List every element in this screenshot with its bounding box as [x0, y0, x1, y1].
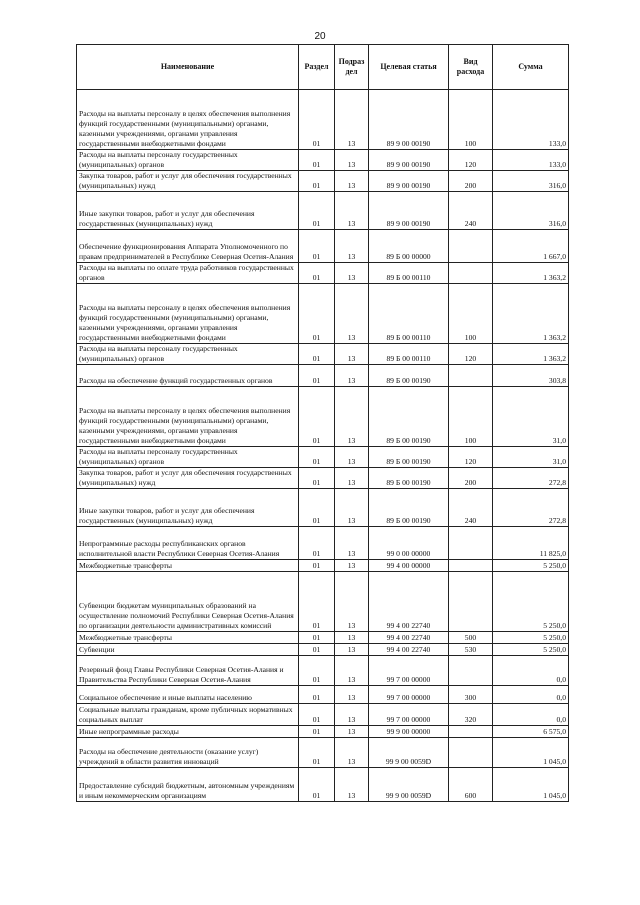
- cell-expense-type: 120: [449, 150, 493, 171]
- cell-subsection: 13: [335, 284, 369, 344]
- cell-subsection: 13: [335, 527, 369, 560]
- cell-name: Субвенции: [77, 644, 299, 656]
- cell-sum: 316,0: [493, 192, 569, 230]
- cell-name: Расходы на выплаты персоналу государственных (муниципальных) органов: [77, 150, 299, 171]
- cell-subsection: 13: [335, 171, 369, 192]
- cell-section: 01: [299, 192, 335, 230]
- cell-subsection: 13: [335, 192, 369, 230]
- cell-subsection: 13: [335, 560, 369, 572]
- cell-sum: 133,0: [493, 150, 569, 171]
- page-number: 20: [314, 31, 326, 42]
- cell-name: Расходы на выплаты персоналу в целях обеспечения выполнения функций государственными (муниципальными) органами, казенными учреждениями, органами управления государственными внебюджетными фондами: [77, 387, 299, 447]
- cell-name: Расходы на обеспечение функций государственных органов: [77, 365, 299, 387]
- cell-sum: 133,0: [493, 90, 569, 150]
- cell-subsection: 13: [335, 489, 369, 527]
- cell-section: 01: [299, 656, 335, 686]
- cell-section: 01: [299, 150, 335, 171]
- cell-target: 99 7 00 00000: [369, 656, 449, 686]
- cell-section: 01: [299, 704, 335, 726]
- cell-name: Расходы на обеспечение деятельности (оказание услуг) учреждений в области развития инноваций: [77, 738, 299, 768]
- cell-expense-type: 300: [449, 686, 493, 704]
- cell-section: 01: [299, 365, 335, 387]
- table-row: [77, 387, 569, 447]
- cell-sum: 303,8: [493, 365, 569, 387]
- cell-sum: 5 250,0: [493, 644, 569, 656]
- cell-section: 01: [299, 171, 335, 192]
- cell-section: 01: [299, 263, 335, 284]
- table-row: [77, 468, 569, 489]
- cell-subsection: 13: [335, 656, 369, 686]
- cell-expense-type: [449, 560, 493, 572]
- cell-expense-type: 120: [449, 344, 493, 365]
- cell-name: Предоставление субсидий бюджетным, автономным учреждениям и иным некоммерческим организациям: [77, 768, 299, 802]
- table-row: [77, 656, 569, 686]
- cell-expense-type: 240: [449, 489, 493, 527]
- cell-section: 01: [299, 572, 335, 632]
- header-target: Целевая статья: [369, 45, 449, 90]
- cell-sum: 31,0: [493, 447, 569, 468]
- cell-sum: 1 045,0: [493, 738, 569, 768]
- table-row: [77, 726, 569, 738]
- cell-subsection: 13: [335, 726, 369, 738]
- cell-sum: 272,8: [493, 468, 569, 489]
- cell-sum: 1 363,2: [493, 344, 569, 365]
- cell-target: 89 Б 00 00190: [369, 365, 449, 387]
- cell-expense-type: 100: [449, 387, 493, 447]
- cell-expense-type: [449, 365, 493, 387]
- cell-expense-type: [449, 656, 493, 686]
- cell-target: 89 Б 00 00110: [369, 284, 449, 344]
- cell-name: Иные закупки товаров, работ и услуг для обеспечения государственных (муниципальных) нужд: [77, 489, 299, 527]
- cell-expense-type: 120: [449, 447, 493, 468]
- cell-target: 89 Б 00 00190: [369, 447, 449, 468]
- cell-section: 01: [299, 527, 335, 560]
- cell-section: 01: [299, 738, 335, 768]
- cell-target: 99 4 00 00000: [369, 560, 449, 572]
- cell-target: 89 Б 00 00190: [369, 468, 449, 489]
- cell-target: 99 4 00 22740: [369, 644, 449, 656]
- cell-subsection: 13: [335, 387, 369, 447]
- cell-name: Расходы на выплаты персоналу в целях обеспечения выполнения функций государственными (муниципальными) органами, казенными учреждениями, органами управления государственными внебюджетными фондами: [77, 284, 299, 344]
- cell-sum: 5 250,0: [493, 560, 569, 572]
- cell-sum: 272,8: [493, 489, 569, 527]
- cell-name: Межбюджетные трансферты: [77, 632, 299, 644]
- cell-name: Расходы на выплаты персоналу в целях обеспечения выполнения функций государственными (муниципальными) органами, казенными учреждениями, органами управления государственными внебюджетными фондами: [77, 90, 299, 150]
- cell-section: 01: [299, 560, 335, 572]
- cell-expense-type: 100: [449, 284, 493, 344]
- cell-subsection: 13: [335, 632, 369, 644]
- table-row: [77, 192, 569, 230]
- cell-target: 99 7 00 00000: [369, 704, 449, 726]
- table-row: [77, 150, 569, 171]
- cell-name: Иные закупки товаров, работ и услуг для обеспечения государственных (муниципальных) нужд: [77, 192, 299, 230]
- table-row: [77, 527, 569, 560]
- cell-name: Социальные выплаты гражданам, кроме публичных нормативных социальных выплат: [77, 704, 299, 726]
- cell-target: 89 9 00 00190: [369, 150, 449, 171]
- cell-section: 01: [299, 632, 335, 644]
- table-row: [77, 230, 569, 263]
- header-name: Наименование: [77, 45, 299, 90]
- cell-target: 89 Б 00 00190: [369, 387, 449, 447]
- cell-subsection: 13: [335, 365, 369, 387]
- cell-subsection: 13: [335, 768, 369, 802]
- cell-subsection: 13: [335, 230, 369, 263]
- cell-subsection: 13: [335, 644, 369, 656]
- cell-expense-type: [449, 263, 493, 284]
- cell-name: Резервный фонд Главы Республики Северная Осетия-Алания и Правительства Республики Северная Осетия-Алания: [77, 656, 299, 686]
- cell-target: 99 7 00 00000: [369, 686, 449, 704]
- cell-subsection: 13: [335, 468, 369, 489]
- table-row: [77, 344, 569, 365]
- cell-sum: 11 825,0: [493, 527, 569, 560]
- header-sum: Сумма: [493, 45, 569, 90]
- table-body: [77, 90, 569, 802]
- cell-expense-type: [449, 230, 493, 263]
- cell-expense-type: 530: [449, 644, 493, 656]
- table-row: [77, 704, 569, 726]
- cell-name: Обеспечение функционирования Аппарата Уполномоченного по правам предпринимателей в Республике Северная Осетия-Алания: [77, 230, 299, 263]
- table-row: [77, 90, 569, 150]
- cell-sum: 0,0: [493, 686, 569, 704]
- cell-section: 01: [299, 686, 335, 704]
- cell-section: 01: [299, 768, 335, 802]
- cell-name: Расходы на выплаты персоналу государственных (муниципальных) органов: [77, 344, 299, 365]
- cell-name: Социальное обеспечение и иные выплаты населению: [77, 686, 299, 704]
- table-row: [77, 560, 569, 572]
- cell-target: 89 Б 00 00000: [369, 230, 449, 263]
- cell-expense-type: [449, 726, 493, 738]
- cell-sum: 0,0: [493, 704, 569, 726]
- cell-target: 89 Б 00 00110: [369, 344, 449, 365]
- cell-section: 01: [299, 230, 335, 263]
- table-row: [77, 489, 569, 527]
- header-section: Раздел: [299, 45, 335, 90]
- table-header-row: [77, 45, 569, 90]
- cell-name: Закупка товаров, работ и услуг для обеспечения государственных (муниципальных) нужд: [77, 171, 299, 192]
- cell-target: 89 9 00 00190: [369, 90, 449, 150]
- cell-expense-type: 320: [449, 704, 493, 726]
- cell-expense-type: 200: [449, 468, 493, 489]
- cell-name: Расходы на выплаты по оплате труда работников государственных органов: [77, 263, 299, 284]
- cell-sum: 5 250,0: [493, 632, 569, 644]
- table-row: [77, 263, 569, 284]
- cell-sum: 0,0: [493, 656, 569, 686]
- cell-sum: 5 250,0: [493, 572, 569, 632]
- cell-subsection: 13: [335, 447, 369, 468]
- cell-sum: 1 363,2: [493, 263, 569, 284]
- cell-name: Расходы на выплаты персоналу государственных (муниципальных) органов: [77, 447, 299, 468]
- cell-expense-type: 200: [449, 171, 493, 192]
- cell-subsection: 13: [335, 150, 369, 171]
- cell-sum: 31,0: [493, 387, 569, 447]
- cell-section: 01: [299, 468, 335, 489]
- cell-subsection: 13: [335, 572, 369, 632]
- cell-sum: 6 575,0: [493, 726, 569, 738]
- cell-target: 99 9 00 0059D: [369, 768, 449, 802]
- cell-subsection: 13: [335, 738, 369, 768]
- cell-subsection: 13: [335, 344, 369, 365]
- table-row: [77, 171, 569, 192]
- cell-section: 01: [299, 726, 335, 738]
- cell-target: 99 9 00 0059D: [369, 738, 449, 768]
- cell-subsection: 13: [335, 90, 369, 150]
- cell-target: 99 9 00 00000: [369, 726, 449, 738]
- cell-section: 01: [299, 344, 335, 365]
- cell-target: 89 9 00 00190: [369, 171, 449, 192]
- cell-section: 01: [299, 489, 335, 527]
- cell-sum: 316,0: [493, 171, 569, 192]
- table-row: [77, 572, 569, 632]
- header-subsection: Подраз дел: [335, 45, 369, 90]
- cell-target: 99 4 00 22740: [369, 632, 449, 644]
- cell-subsection: 13: [335, 686, 369, 704]
- cell-target: 99 4 00 22740: [369, 572, 449, 632]
- cell-sum: 1 045,0: [493, 768, 569, 802]
- cell-sum: 1 363,2: [493, 284, 569, 344]
- table-row: [77, 632, 569, 644]
- table-row: [77, 686, 569, 704]
- cell-expense-type: 600: [449, 768, 493, 802]
- table-row: [77, 738, 569, 768]
- cell-name: Закупка товаров, работ и услуг для обеспечения государственных (муниципальных) нужд: [77, 468, 299, 489]
- budget-table: [76, 44, 569, 802]
- cell-subsection: 13: [335, 263, 369, 284]
- cell-name: Иные непрограммные расходы: [77, 726, 299, 738]
- cell-target: 89 Б 00 00110: [369, 263, 449, 284]
- table-row: [77, 365, 569, 387]
- cell-section: 01: [299, 284, 335, 344]
- table-row: [77, 447, 569, 468]
- cell-expense-type: 500: [449, 632, 493, 644]
- cell-target: 89 9 00 00190: [369, 192, 449, 230]
- cell-sum: 1 667,0: [493, 230, 569, 263]
- cell-section: 01: [299, 644, 335, 656]
- cell-target: 99 0 00 00000: [369, 527, 449, 560]
- table-row: [77, 644, 569, 656]
- table-row: [77, 768, 569, 802]
- cell-expense-type: [449, 738, 493, 768]
- table-row: [77, 284, 569, 344]
- cell-name: Непрограммные расходы республиканских органов исполнительной власти Республики Северная Осетия-Алания: [77, 527, 299, 560]
- cell-expense-type: [449, 572, 493, 632]
- cell-expense-type: [449, 527, 493, 560]
- cell-section: 01: [299, 387, 335, 447]
- cell-name: Субвенции бюджетам муниципальных образований на осуществление полномочий Республики Северная Осетия-Алания по организации деятельности административных комиссий: [77, 572, 299, 632]
- cell-subsection: 13: [335, 704, 369, 726]
- cell-name: Межбюджетные трансферты: [77, 560, 299, 572]
- cell-section: 01: [299, 447, 335, 468]
- cell-target: 89 Б 00 00190: [369, 489, 449, 527]
- cell-section: 01: [299, 90, 335, 150]
- cell-expense-type: 240: [449, 192, 493, 230]
- header-expense-type: Вид расхода: [449, 45, 493, 90]
- cell-expense-type: 100: [449, 90, 493, 150]
